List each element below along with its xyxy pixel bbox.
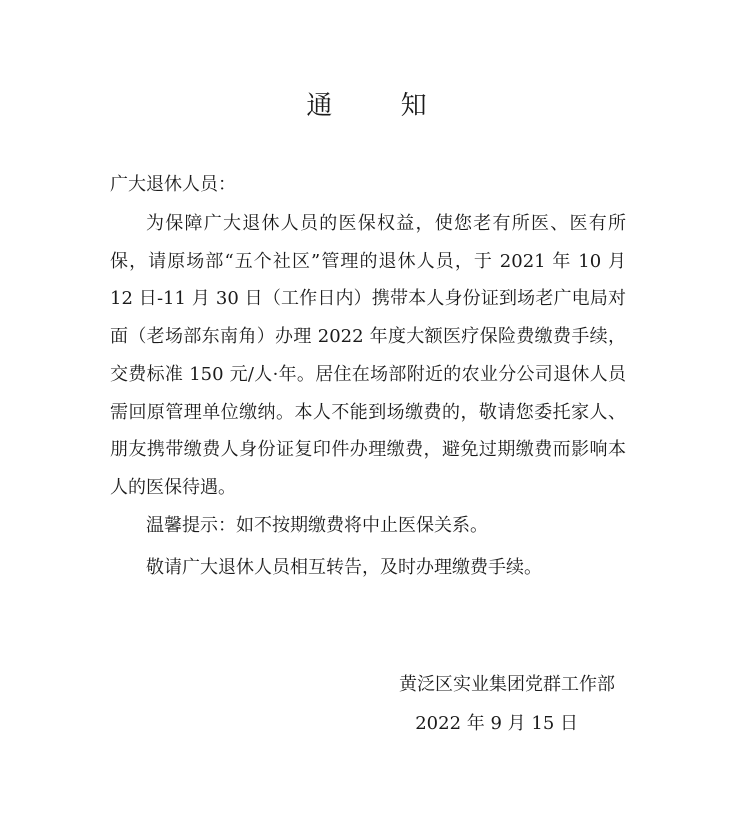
appeal-note: 敬请广大退休人员相互转告，及时办理缴费手续。 bbox=[146, 557, 542, 578]
issue-date: 2022 年 9 月 15 日 bbox=[415, 713, 578, 734]
salutation: 广大退休人员： bbox=[110, 174, 236, 195]
reminder-note: 温馨提示：如不按期缴费将中止医保关系。 bbox=[146, 515, 488, 536]
notice-body: 为保障广大退休人员的医保权益，使您老有所医、医有所保，请原场部“五个社区”管理的退休人员，于 2021 年 10 月 12 日-11 月 30 日（工作日内）携带本人身份证到场老广电局对面（老场部东南角）办理 2022 年度大额医疗保险费缴费手续，交费标准 150 元/人·年。居住在场部附近的农业分公司退休人员需回原管理单位缴纳。本人不能到场缴费的，敬请您委托家人、朋友携带缴费人身份证复印件办理缴费，避免过期缴费而影响本人的医保待遇。 bbox=[110, 213, 626, 498]
issuer-signature: 黄泛区实业集团党群工作部 bbox=[399, 674, 615, 695]
notice-title: 通 知 bbox=[306, 91, 457, 121]
